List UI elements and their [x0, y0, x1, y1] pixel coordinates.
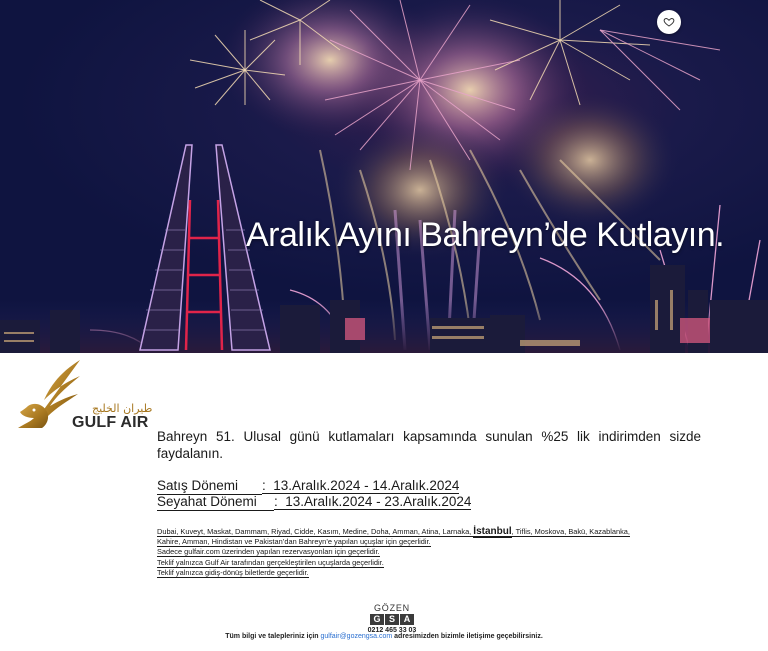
terms-routes-line2: [157, 537, 717, 547]
round-trip-text: Teklif yalnızca gidiş-dönüş biletlerde geçerlidir.: [157, 567, 309, 577]
agency-letters: [367, 614, 417, 625]
contact-line: [0, 633, 768, 640]
agency-letter: S: [385, 614, 399, 625]
banner-title: Aralık Ayını Bahreyn’de Kutlayın.: [246, 216, 725, 254]
contact-prefix: Tüm bilgi ve talepleriniz için: [225, 633, 321, 640]
terms-routes: [157, 527, 717, 537]
agency-letter: G: [370, 614, 384, 625]
terms-booking-channel: [157, 547, 717, 557]
booking-channel-text: Sadece gulfair.com üzerinden yapılan rezervasyonları için geçerlidir.: [157, 547, 380, 557]
travel-period: [157, 494, 471, 511]
agency-name: GÖZEN: [373, 603, 410, 613]
heart-icon: [663, 16, 675, 28]
routes-text-end: , Tiflis, Moskova, Bakü, Kazablanka,: [511, 527, 630, 536]
favorite-button[interactable]: [657, 10, 681, 34]
contact-email-link[interactable]: gulfair@gozengsa.com: [320, 633, 393, 640]
travel-period-value: 13.Aralık.2024 - 23.Aralık.2024: [285, 494, 472, 509]
terms-round-trip: [157, 568, 717, 578]
routes-text: Dubai, Kuveyt, Maskat, Dammam, Riyad, Cidde, Kasım, Medine, Doha, Amman, Atina, Larnaka,: [157, 527, 474, 536]
sales-period-separator: :: [262, 478, 266, 493]
brand-arabic-name: طيران الخليج: [92, 402, 153, 415]
terms-operator: [157, 558, 717, 568]
gozen-gsa-logo: [367, 603, 417, 635]
agency-phone: 0212 465 33 03: [367, 627, 417, 634]
brand-name: GULF AIR: [72, 414, 149, 431]
operator-text: Teklif yalnızca Gulf Air tarafından gerçekleştirilen uçuşlarda geçerlidir.: [157, 557, 384, 567]
routes-highlight-istanbul: İstanbul: [473, 526, 512, 537]
terms-list: [157, 527, 717, 578]
sales-period-value: 13.Aralık.2024 - 14.Aralık.2024: [273, 478, 460, 493]
routes-line2-text: Kahire, Amman, Hindistan ve Pakistan’dan Bahreyn’e yapılan uçuşlar için geçerlidir.: [157, 537, 431, 547]
offer-intro: Bahreyn 51. Ulusal günü kutlamaları kapsamında sunulan %25 lik indirimden sizde faydalanın.: [157, 429, 701, 461]
travel-period-label: Seyahat Dönemi: [157, 494, 274, 511]
sales-period: [157, 478, 459, 495]
travel-period-separator: :: [274, 494, 278, 509]
contact-suffix: adresimizden bizimle iletişime geçebilirsiniz.: [392, 633, 543, 640]
agency-letter: A: [400, 614, 414, 625]
sales-period-label: Satış Dönemi: [157, 478, 262, 495]
